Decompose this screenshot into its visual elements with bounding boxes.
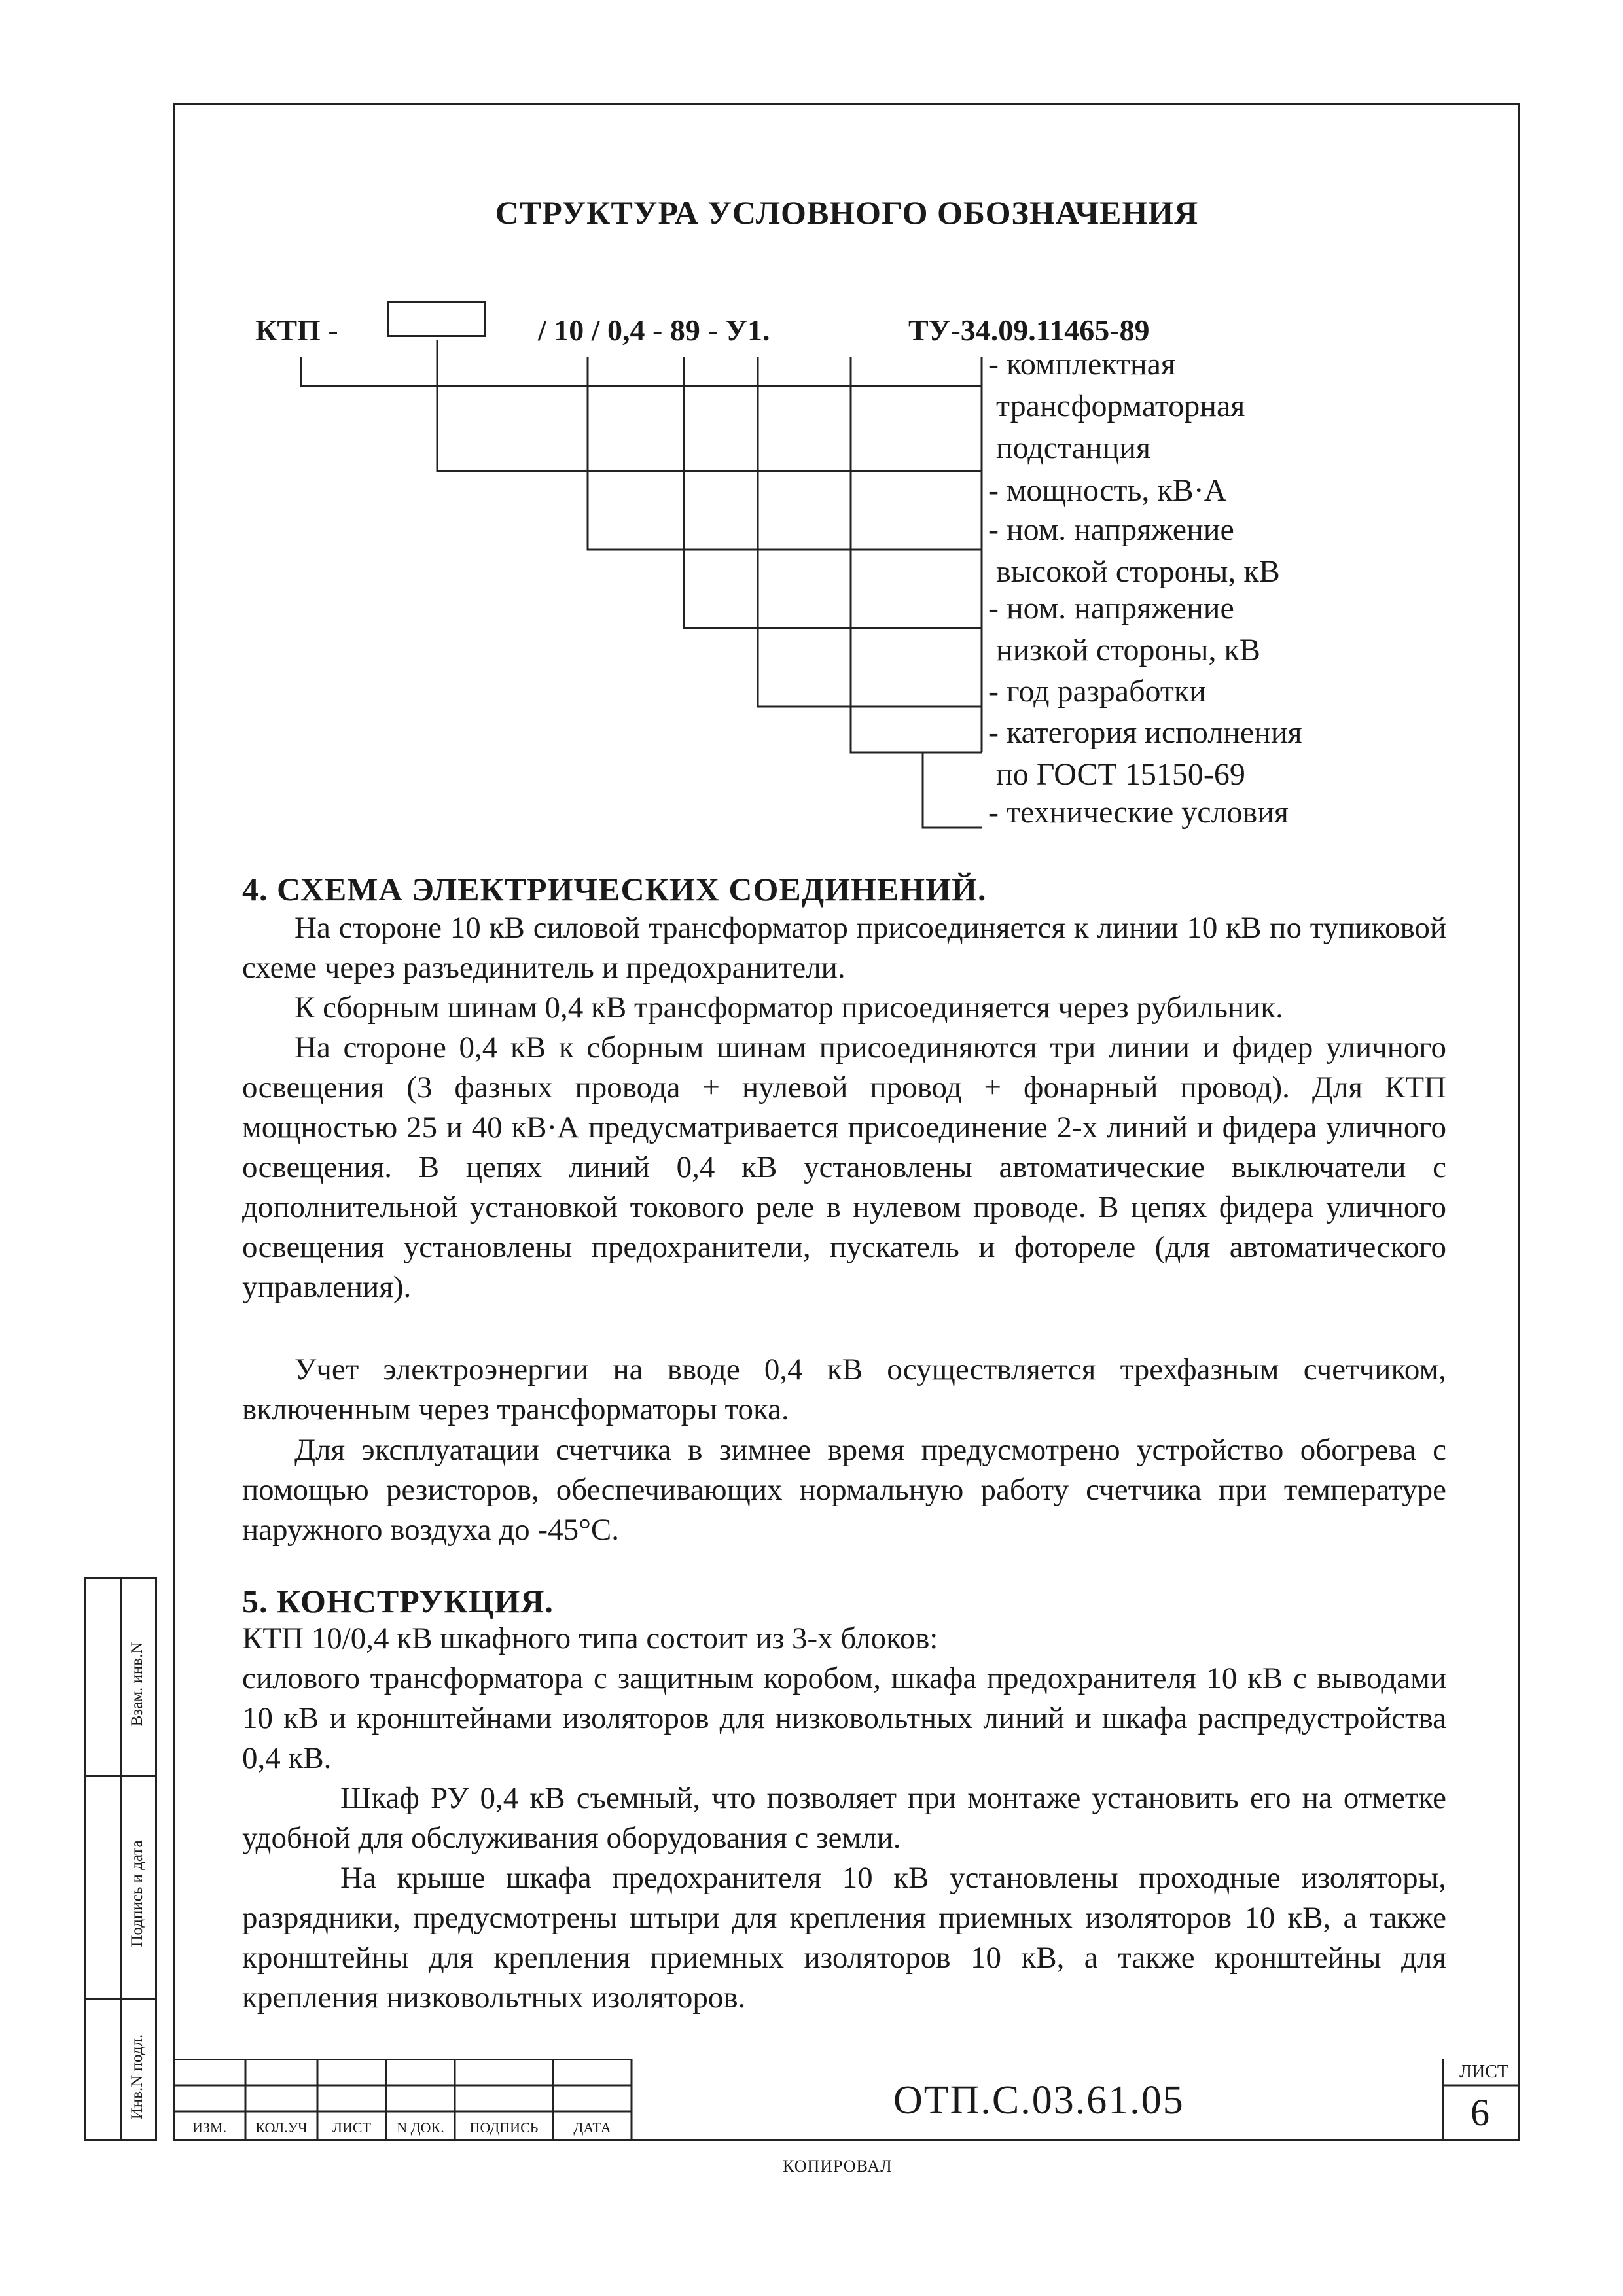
section-5-paragraph: Шкаф РУ 0,4 кВ съемный, что позволяет при монтаже установить его на отметке удобной для обслуживания оборудования с земли. — [242, 1781, 1446, 1855]
section-4-paragraph: Учет электроэнергии на вводе 0,4 кВ осуществляется трехфазным счетчиком, включенным через трансформаторы тока. — [242, 1352, 1446, 1426]
document-code: ОТП.С.03.61.05 — [893, 2078, 1185, 2123]
designation-prefix: КТП - — [255, 313, 338, 347]
stamp-col-kol-uch: КОЛ.УЧ — [255, 2119, 308, 2136]
stamp-col-data: ДАТА — [573, 2119, 611, 2136]
section-5-title: 5. КОНСТРУКЦИЯ. — [242, 1583, 554, 1619]
section-4-paragraph: Для эксплуатации счетчика в зимнее время предусмотрено устройство обогрева с помощью резисторов, обеспечивающих нормальную работу счетчика при температуре наружного воздуха до -45°С. — [242, 1433, 1446, 1547]
stamp-col-n-dok: N ДОК. — [397, 2119, 444, 2136]
section-4-paragraph: На стороне 10 кВ силовой трансформатор присоединяется к линии 10 кВ по тупиковой схеме через разъединитель и предохранители. — [242, 911, 1446, 985]
legend-item: - категория исполнения по ГОСТ 15150-69 — [988, 715, 1302, 792]
legend-item: - ном. напряжение высокой стороны, кВ — [988, 512, 1280, 589]
legend-item: - комплектная трансформаторная подстанция — [988, 347, 1245, 465]
footer-copied: КОПИРОВАЛ — [783, 2157, 893, 2176]
side-label-replace-inv: Взам. инв.N — [128, 1642, 146, 1727]
legend-item: - мощность, кВ·А — [988, 473, 1227, 508]
title-block — [173, 2059, 1520, 2141]
section-4-paragraph: К сборным шинам 0,4 кВ трансформатор присоединяется через рубильник. — [294, 991, 1283, 1025]
designation-spec: ТУ-34.09.11465-89 — [908, 313, 1150, 347]
designation-connectors — [0, 0, 1623, 851]
legend-item: - год разработки — [988, 674, 1206, 709]
stamp-col-izm: ИЗМ. — [192, 2119, 226, 2136]
stamp-col-list: ЛИСТ — [332, 2119, 371, 2136]
section-5-paragraph: КТП 10/0,4 кВ шкафного типа состоит из 3-х блоков: — [242, 1621, 938, 1655]
side-label-inv-original: Инв.N подл. — [128, 2034, 146, 2120]
designation-values: / 10 / 0,4 - 89 - У1. — [538, 313, 770, 347]
stamp-col-podpis: ПОДПИСЬ — [469, 2119, 539, 2136]
section-5-paragraph: силового трансформатора с защитным коробом, шкафа предохранителя 10 кВ с выводами 10 кВ и кронштейнами изоляторов для низковольтных линий и шкафа распредустройства 0,4 кВ. — [242, 1661, 1446, 1775]
sheet-label: ЛИСТ — [1459, 2062, 1508, 2082]
legend-item: - ном. напряжение низкой стороны, кВ — [988, 591, 1260, 667]
page-title: СТРУКТУРА УСЛОВНОГО ОБОЗНАЧЕНИЯ — [495, 194, 1199, 231]
legend-item: - технические условия — [988, 795, 1289, 830]
section-4-title: 4. СХЕМА ЭЛЕКТРИЧЕСКИХ СОЕДИНЕНИЙ. — [242, 871, 987, 908]
section-4-paragraph: На стороне 0,4 кВ к сборным шинам присоединяются три линии и фидер уличного освещения (3 фазных провода + нулевой провод + фонарный провод). Для КТП мощностью 25 и 40 кВ·А предусматривается присоединение 2-х линий и фидера уличного освещения. В цепях линий 0,4 кВ установлены автоматические выключатели с дополнительной установкой токового реле в нулевом проводе. В цепях фидера уличного освещения установлены предохранители, пускатель и фотореле (для автоматического управления). — [242, 1031, 1446, 1304]
section-5-paragraph: На крыше шкафа предохранителя 10 кВ установлены проходные изоляторы, разрядники, предусмотрены штыри для крепления приемных изоляторов 10 кВ, а также кронштейны для крепления приемных изоляторов 10 кВ, а также кронштейны для крепления низковольтных изоляторов. — [242, 1861, 1446, 2015]
sheet-number: 6 — [1471, 2091, 1489, 2134]
side-label-signature-date: Подпись и дата — [128, 1840, 146, 1947]
